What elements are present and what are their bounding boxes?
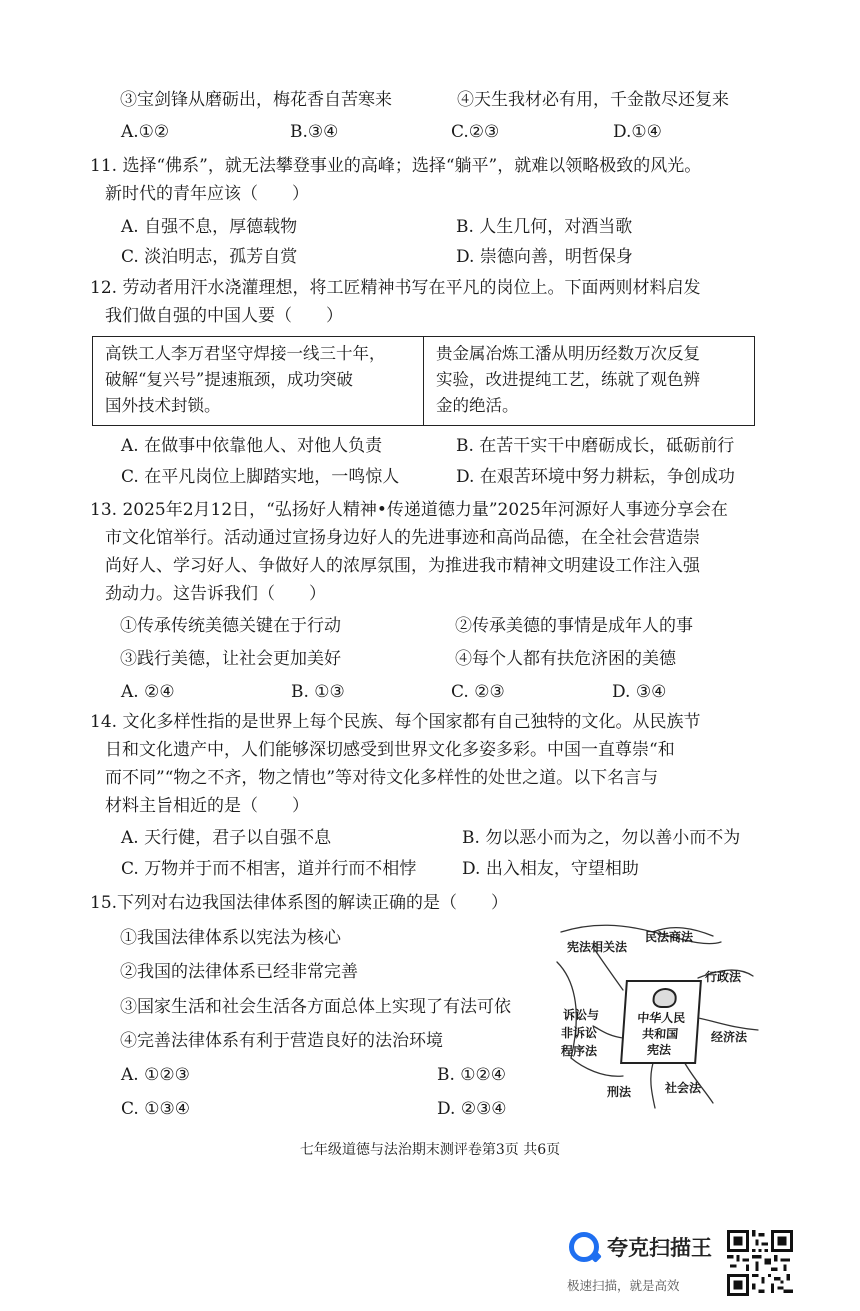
q12-option-c: C. 在平凡岗位上脚踏实地，一鸣惊人 — [121, 467, 400, 487]
watermark-title: 夸克扫描王 — [607, 1236, 712, 1260]
q15-option-b: B. ①②④ — [437, 1065, 507, 1085]
q11-option-c: C. 淡泊明志，孤芳自赏 — [121, 247, 298, 267]
diagram-label-susong-1: 诉讼与 — [563, 1008, 600, 1022]
q13-stem-line-3: 尚好人、学习好人、争做好人的浓厚氛围，为推进我市精神文明建设工作注入强 — [105, 556, 700, 576]
q13-item-1: ①传承传统美德关键在于行动 — [120, 616, 341, 636]
q12-option-b: B. 在苦干实干中磨砺成长，砥砺前行 — [456, 436, 735, 456]
q15-item-1: ①我国法律体系以宪法为核心 — [120, 928, 341, 948]
q15-item-3: ③国家生活和社会生活各方面总体上实现了有法可依 — [120, 997, 511, 1017]
q14-stem-line-3: 而不同”“物之不齐，物之情也”等对待文化多样性的处世之道。以下名言与 — [105, 768, 659, 788]
q13-stem-line-2: 市文化馆举行。活动通过宣扬身边好人的先进事迹和高尚品德，在全社会营造崇 — [105, 528, 700, 548]
diagram-label-minfa-shangfa: 民法商法 — [645, 930, 694, 944]
q14-stem-line-4: 材料主旨相近的是（ ） — [105, 796, 309, 816]
q11-option-d: D. 崇德向善，明哲保身 — [456, 247, 633, 267]
scanner-watermark — [565, 1230, 800, 1300]
q12-material-right-line: 实验，改进提纯工艺，练就了观色辨 — [436, 370, 700, 389]
q10-item-3: ③宝剑锋从磨砺出，梅花香自苦寒来 — [120, 90, 392, 110]
q12-stem-line-1: 12. 劳动者用汗水浇灌理想，将工匠精神书写在平凡的岗位上。下面两则材料启发 — [90, 278, 701, 298]
q13-option-d: D. ③④ — [612, 682, 667, 702]
q15-item-2: ②我国的法律体系已经非常完善 — [120, 962, 358, 982]
diagram-label-xingfa: 刑法 — [607, 1085, 632, 1099]
diagram-label-xianfa-related: 宪法相关法 — [567, 940, 628, 954]
q12-stem-line-2: 我们做自强的中国人要（ ） — [105, 306, 343, 326]
q13-option-a: A. ②④ — [121, 682, 175, 702]
q12-material-right — [424, 337, 755, 426]
q12-material-left — [93, 337, 424, 426]
constitution-book — [620, 980, 702, 1064]
q12-material-right-line: 金的绝活。 — [436, 396, 519, 415]
diagram-label-susong-3: 程序法 — [561, 1044, 598, 1058]
q14-option-d: D. 出入相友，守望相助 — [462, 859, 639, 879]
q15-option-d: D. ②③④ — [437, 1099, 507, 1119]
q13-item-3: ③践行美德，让社会更加美好 — [120, 649, 341, 669]
q11-option-b: B. 人生几何，对酒当歌 — [456, 217, 633, 237]
q13-option-b: B. ①③ — [291, 682, 345, 702]
q14-stem-line-2: 日和文化遗产中，人们能够深切感受到世界文化多姿多彩。中国一直尊崇“和 — [105, 740, 675, 760]
q12-material-left-line: 高铁工人李万君坚守焊接一线三十年， — [105, 344, 386, 363]
q14-option-b: B. 勿以恶小而为之，勿以善小而不为 — [462, 828, 741, 848]
qr-code-icon — [727, 1230, 793, 1296]
q10-option-c: C.②③ — [451, 122, 500, 142]
diagram-label-jingjifa: 经济法 — [711, 1030, 748, 1044]
page-footer: 七年级道德与法治期末测评卷第3页 共6页 — [299, 1142, 561, 1158]
q12-option-d: D. 在艰苦环境中努力耕耘，争创成功 — [456, 467, 735, 487]
watermark-subtitle: 极速扫描，就是高效 — [567, 1278, 680, 1293]
law-system-diagram — [553, 918, 763, 1113]
q10-option-d: D.①④ — [613, 122, 662, 142]
q11-stem-line-2: 新时代的青年应该（ ） — [105, 184, 309, 204]
q14-option-c: C. 万物并于而不相害，道并行而不相悖 — [121, 859, 417, 879]
q13-item-2: ②传承美德的事情是成年人的事 — [455, 616, 693, 636]
q14-stem-line-1: 14. 文化多样性指的是世界上每个民族、每个国家都有自己独特的文化。从民族节 — [90, 712, 701, 732]
q13-item-4: ④每个人都有扶危济困的美德 — [455, 649, 676, 669]
quark-logo-icon — [569, 1232, 599, 1262]
diagram-label-susong-2: 非诉讼 — [561, 1026, 598, 1040]
q15-item-4: ④完善法律体系有利于营造良好的法治环境 — [120, 1031, 443, 1051]
q12-option-a: A. 在做事中依靠他人、对他人负责 — [121, 436, 383, 456]
q14-option-a: A. 天行健，君子以自强不息 — [121, 828, 332, 848]
constitution-title-line-1: 中华人民 — [636, 1011, 686, 1025]
q13-stem-line-1: 13. 2025年2月12日，“弘扬好人精神•传递道德力量”2025年河源好人事迹分享会在 — [90, 500, 728, 520]
constitution-title-line-2: 共和国 — [641, 1027, 679, 1041]
q10-option-a: A.①② — [121, 122, 170, 142]
q10-option-b: B.③④ — [290, 122, 339, 142]
q15-stem: 15.下列对右边我国法律体系图的解读正确的是（ ） — [90, 893, 509, 913]
q12-material-table — [92, 336, 755, 426]
q13-option-c: C. ②③ — [451, 682, 505, 702]
q12-material-left-line: 国外技术封锁。 — [105, 396, 221, 415]
q11-option-a: A. 自强不息，厚德载物 — [121, 217, 298, 237]
q11-stem-line-1: 11. 选择“佛系”，就无法攀登事业的高峰；选择“躺平”，就难以领略极致的风光。 — [90, 156, 702, 176]
q10-item-4: ④天生我材必有用，千金散尽还复来 — [457, 90, 729, 110]
q15-option-a: A. ①②③ — [121, 1065, 190, 1085]
constitution-title-line-3: 宪法 — [646, 1043, 672, 1057]
q13-stem-line-4: 劲动力。这告诉我们（ ） — [105, 584, 326, 604]
q12-material-right-line: 贵金属冶炼工潘从明历经数万次反复 — [436, 344, 700, 363]
q12-material-left-line: 破解“复兴号”提速瓶颈，成功突破 — [105, 370, 353, 389]
diagram-label-xingzhengfa: 行政法 — [705, 970, 742, 984]
q15-option-c: C. ①③④ — [121, 1099, 190, 1119]
diagram-label-shehuifa: 社会法 — [665, 1081, 702, 1095]
national-emblem-icon — [652, 988, 677, 1008]
